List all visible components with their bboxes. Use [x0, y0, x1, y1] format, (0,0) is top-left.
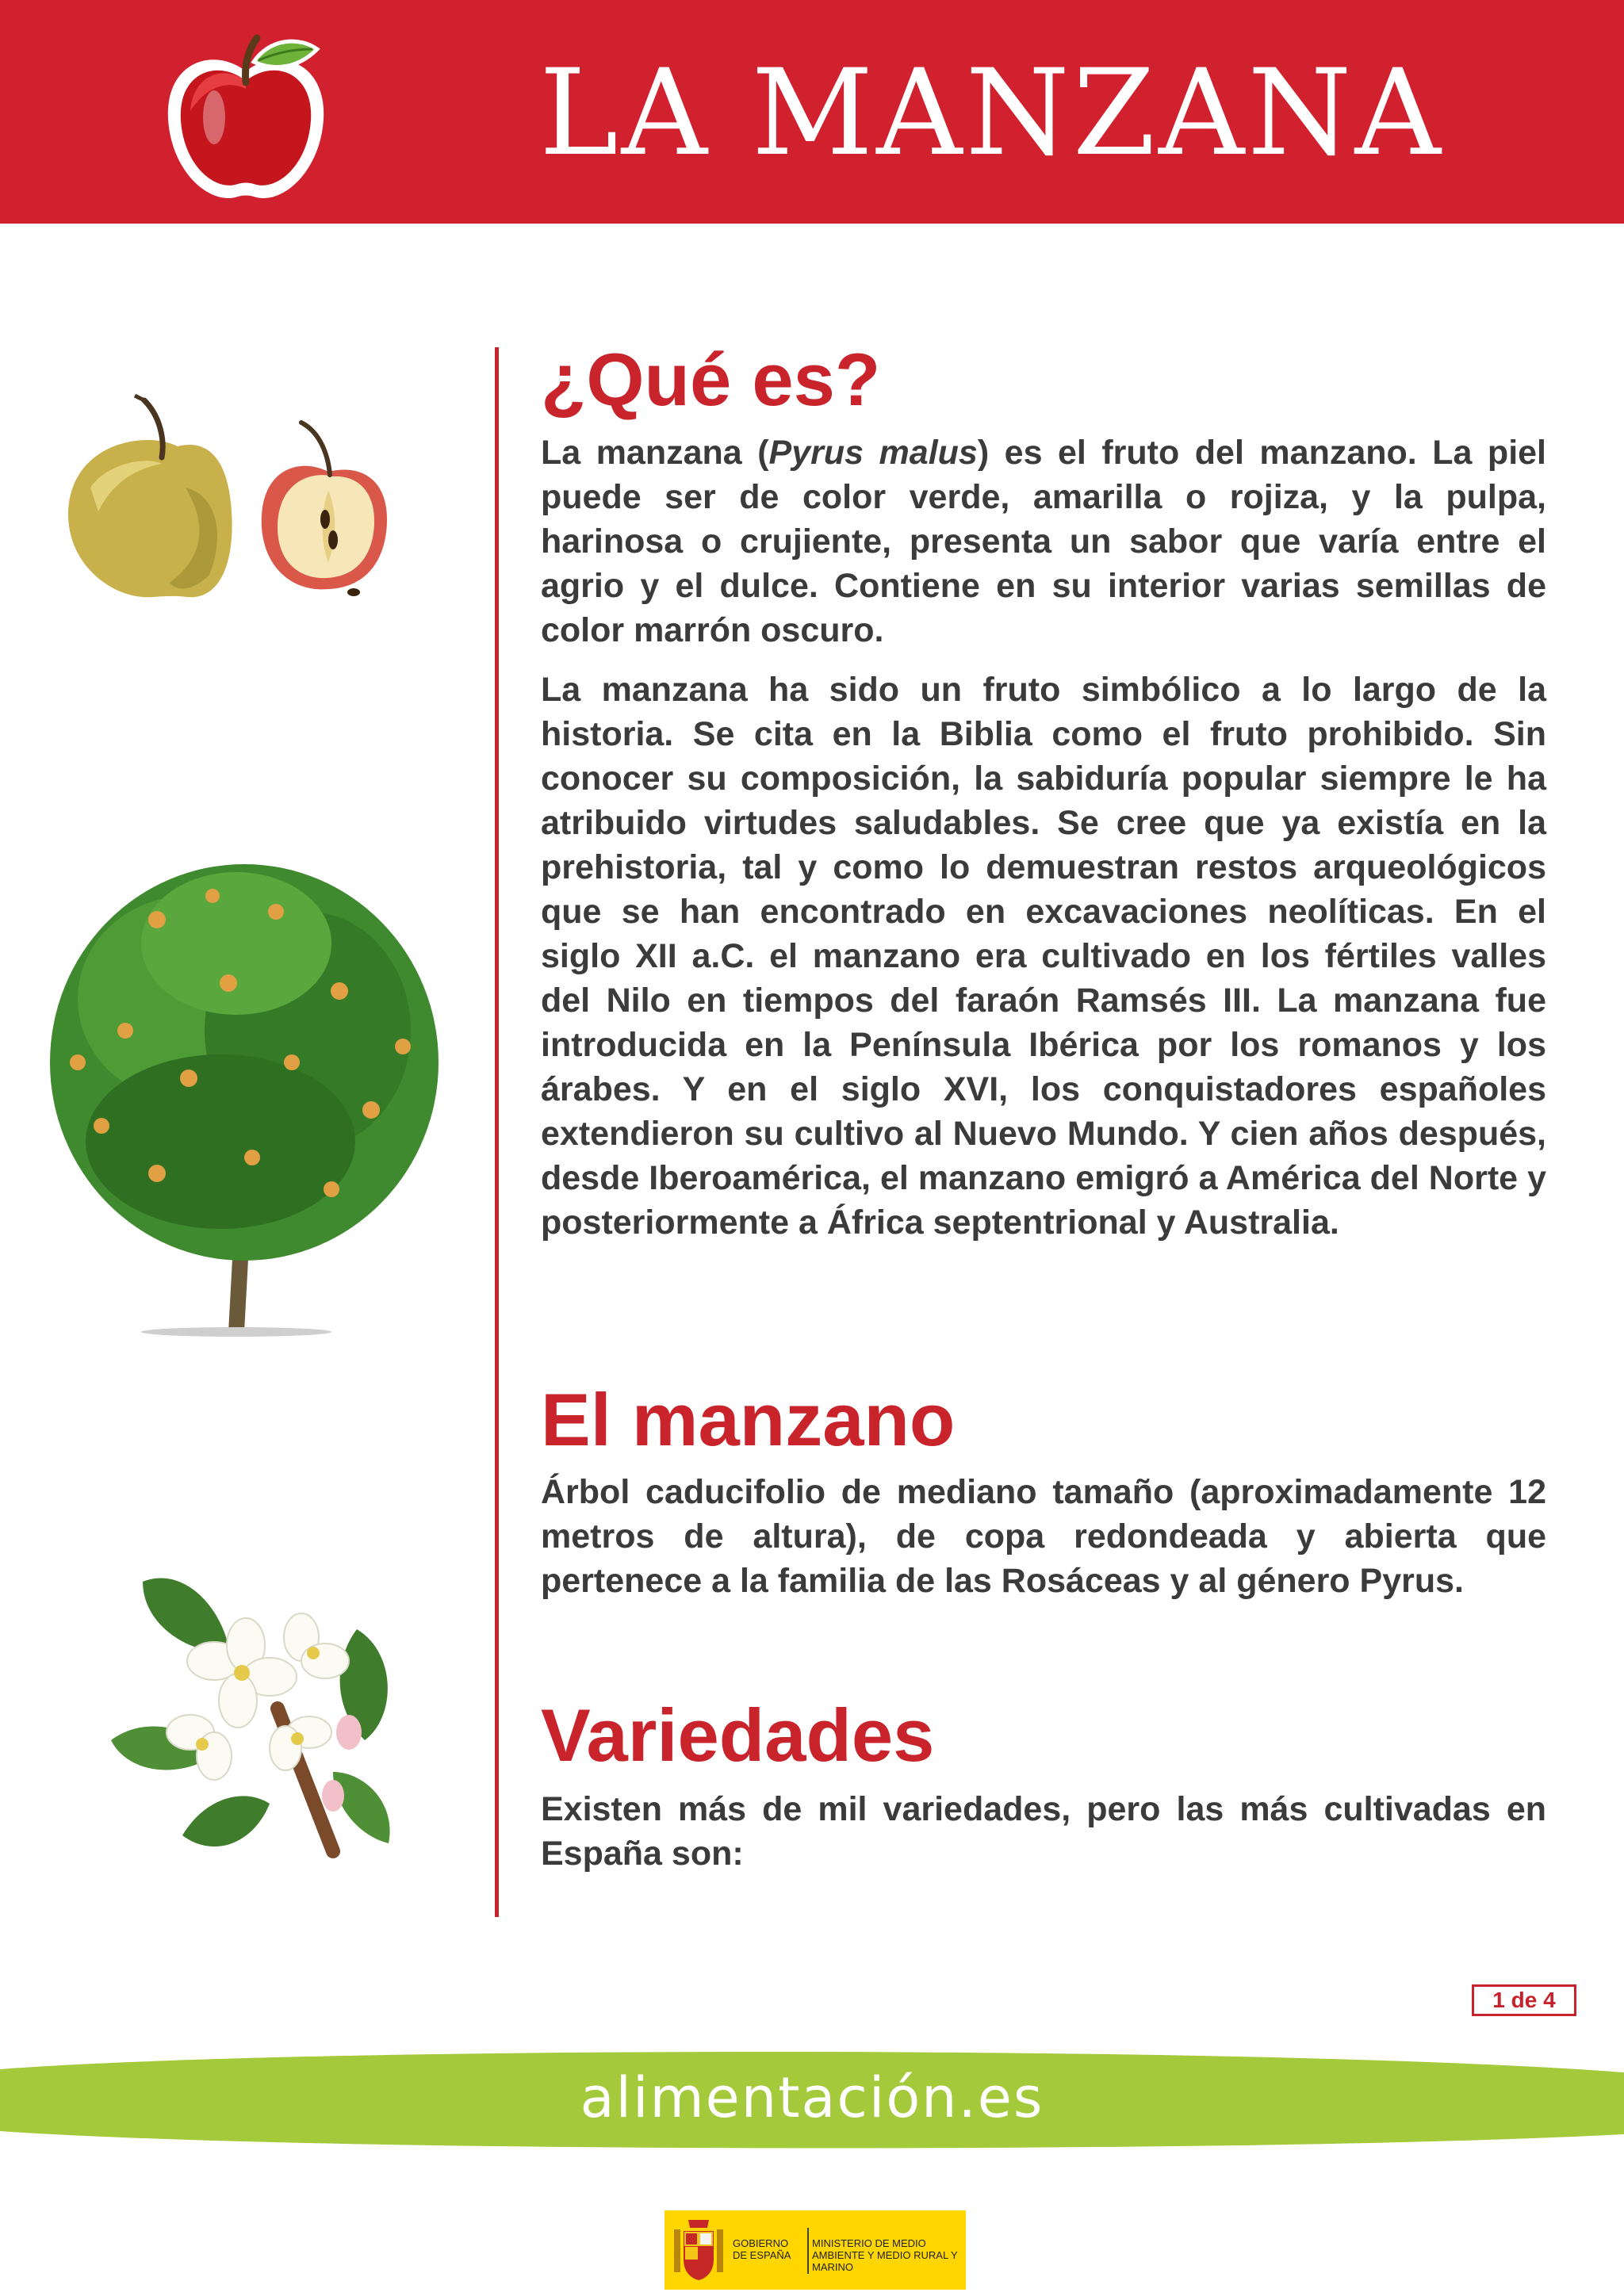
- paragraph-que-es-1: La manzana (Pyrus malus) es el fruto del manzano. La piel puede ser de color verde, amarilla o rojiza, y la pulpa, harinosa o crujiente, presenta un sabor que varía entre el agrio y el dulce. Contiene en su interior varias semillas de color marrón oscuro.: [541, 434, 1546, 649]
- heading-que-es: ¿Qué es?: [541, 338, 881, 421]
- paragraph-variedades: Existen más de mil variedades, pero las más cultivadas en España son:: [541, 1790, 1546, 1873]
- section-divider: [495, 347, 499, 1917]
- logo-text-gobierno: GOBIERNO DE ESPAÑA: [733, 2237, 791, 2261]
- apples-illustration: [59, 392, 439, 607]
- scientific-name: Pyrus malus: [768, 434, 978, 472]
- apple-blossom-illustration: [95, 1534, 412, 1899]
- apple-tree-illustration: [30, 825, 466, 1340]
- paragraph-que-es-2: La manzana ha sido un fruto simbólico a lo largo de la historia. Se cita en la Biblia como el fruto prohibido. Sin conocer su composición, la sabiduría popular siempre le ha atribuido virtudes saludables. Se cree que ya existía en la prehistoria, tal y como lo demuestran restos arqueológicos que se han encontrado en excavaciones neolíticas. En el siglo XII a.C. el manzano era cultivado en los fértiles valles del Nilo en tiempos del faraón Ramsés III. La manzana fue introducida en la Península Ibérica por los romanos y los árabes. Y en el siglo XVI, los conquistadores españoles extendieron su cultivo al Nuevo Mundo. Y cien años después, desde Iberoamérica, el manzano emigró a América del Norte y posteriormente a África septentrional y Australia.: [541, 671, 1546, 1242]
- footer-site-link[interactable]: alimentación.es: [580, 2065, 1044, 2130]
- page-indicator: 1 de 4: [1472, 1984, 1576, 2016]
- page-title: LA MANZANA: [539, 44, 1444, 182]
- heading-variedades: Variedades: [541, 1693, 935, 1777]
- apple-icon: [159, 22, 333, 212]
- logo-separator: [807, 2228, 809, 2274]
- heading-el-manzano: El manzano: [541, 1378, 956, 1461]
- page-header: [0, 0, 1624, 224]
- coat-of-arms-icon: [671, 2217, 726, 2283]
- ministry-logo: [665, 2210, 966, 2290]
- paragraph-el-manzano: Árbol caducifolio de mediano tamaño (aproximadamente 12 metros de altura), de copa redondeada y abierta que pertenece a la familia de las Rosáceas y al género Pyrus.: [541, 1473, 1546, 1600]
- logo-text-ministerio: MINISTERIO DE MEDIO AMBIENTE Y MEDIO RURAL Y MARINO: [812, 2237, 958, 2273]
